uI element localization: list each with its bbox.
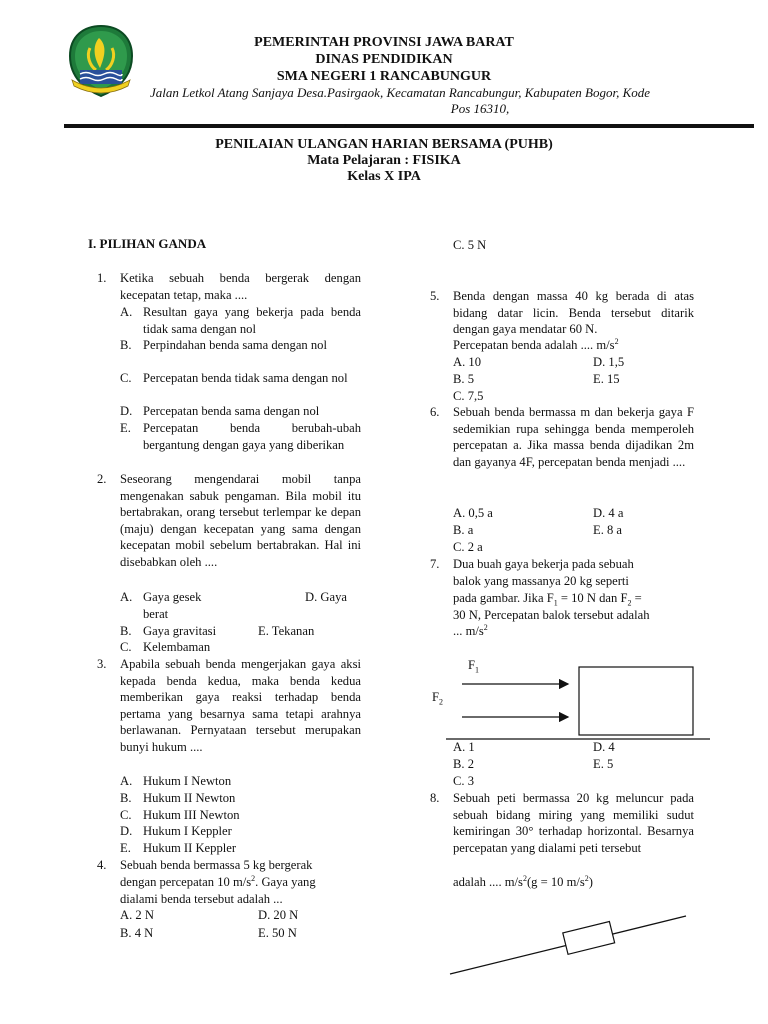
q4-number: 4. — [97, 858, 107, 872]
q7-option-d: D. 4 — [593, 740, 615, 754]
q4-option-a: A. 2 N — [120, 908, 154, 922]
q1-number: 1. — [97, 271, 107, 285]
q2-option-a: Gaya gesek — [143, 590, 202, 604]
q6-number: 6. — [430, 405, 440, 419]
q5-option-b: B. 5 — [453, 372, 474, 386]
q1-option-a: Resultan gaya yang bekerja pada benda tidak sama dengan nol — [143, 305, 361, 336]
q6-option-b: B. a — [453, 523, 474, 537]
q7-text-line5: ... $m/s^2$ — [453, 622, 488, 638]
block-box — [579, 667, 693, 735]
q5-text: Benda dengan massa 40 kg berada di atas bidang datar licin. Benda tersebut ditarik dengan gaya mendatar 60 N. — [453, 289, 694, 336]
q3-option-d: Hukum I Keppler — [143, 824, 232, 838]
q5-option-e: E. 15 — [593, 372, 620, 386]
q4-option-b: B. 4 N — [120, 926, 154, 940]
q4-text-line3: dialami benda tersebut adalah ... — [120, 892, 283, 906]
q2-option-b: Gaya gravitasi — [143, 624, 217, 638]
exam-subject: Mata Pelajaran : FISIKA — [307, 153, 461, 168]
q4-option-e: E. 50 N — [258, 926, 297, 940]
q7-option-e: E. 5 — [593, 757, 614, 771]
q3-option-a: Hukum I Newton — [143, 774, 232, 788]
q6-option-e: E. 8 a — [593, 523, 623, 537]
q6-option-d: D. 4 a — [593, 506, 624, 520]
q7-text-line1: Dua buah gaya bekerja pada sebuah — [453, 557, 634, 571]
q2-option-e: E. Tekanan — [258, 624, 315, 638]
q2-option-a-cont: berat — [143, 607, 169, 621]
exam-title: PENILAIAN ULANGAN HARIAN BERSAMA (PUHB) — [215, 137, 553, 152]
q3-option-e: Hukum II Keppler — [143, 841, 237, 855]
q7-label-f1: $F_1$ — [468, 658, 480, 675]
header-address-line2: Pos 16310, — [450, 101, 510, 116]
q7-option-a: A. 1 — [453, 740, 475, 754]
q5-option-a: A. 10 — [453, 355, 481, 369]
q4-text-line1: Sebuah benda bermassa 5 kg bergerak — [120, 858, 313, 872]
q1-option-b: Perpindahan benda sama dengan nol — [143, 338, 327, 352]
q2-option-c: Kelembaman — [143, 640, 211, 654]
q3-option-b: Hukum II Newton — [143, 791, 236, 805]
header-school: SMA NEGERI 1 RANCABUNGUR — [276, 69, 492, 84]
q4-text-line2: dengan percepatan 10 $m/s^2$. Gaya yang — [120, 873, 316, 889]
q1-option-e: Percepatan benda berubah-ubah bergantung dengan gaya yang diberikan — [143, 421, 361, 452]
q7-text-line2: balok yang massanya 20 kg seperti — [453, 574, 629, 588]
q4-option-d: D. 20 N — [258, 908, 299, 922]
exam-class: Kelas X IPA — [347, 169, 421, 184]
q2-option-d: D. Gaya — [305, 590, 347, 604]
q2-text: Seseorang mengendarai mobil tanpa mengenakan sabuk pengaman. Bila mobil itu bertabrakan, orang tersebut terlempar ke depan (maju) dengan kecepatan yang sama dengan kecepatan mobil sebelum bertabrakan. Hal ini disebabkan oleh .... — [120, 472, 361, 569]
q7-text-line4: 30 N, Percepatan balok tersebut adalah — [453, 608, 650, 622]
q4-option-c: C. 5 N — [453, 238, 487, 252]
q7-label-f2: $F_2$ — [432, 690, 444, 707]
q3-option-c: Hukum III Newton — [143, 808, 240, 822]
q7-option-b: B. 2 — [453, 757, 474, 771]
q3-number: 3. — [97, 657, 107, 671]
q5-option-c: C. 7,5 — [453, 389, 484, 403]
q8-text: Sebuah peti bermassa 20 kg meluncur pada sebuah bidang miring yang memiliki sudut kemiringan 30° terhadap horizontal. Besarnya percepatan yang dialami peti tersebut — [453, 791, 694, 855]
q7-text-line3: pada gambar. Jika $F_1 = 10$ N dan $F_2$ = — [453, 591, 642, 608]
header-divider — [64, 124, 754, 128]
header-department: DINAS PENDIDIKAN — [315, 52, 453, 67]
q5-number: 5. — [430, 289, 440, 303]
q2-number: 2. — [97, 472, 107, 486]
q7-number: 7. — [430, 557, 440, 571]
q5-text-last: Percepatan benda adalah .... $m/s^2$ — [453, 336, 619, 352]
q7-force-diagram — [440, 660, 720, 750]
q1-option-d: Percepatan benda sama dengan nol — [143, 404, 320, 418]
q8-incline-diagram — [440, 900, 720, 980]
q6-option-c: C. 2 a — [453, 540, 483, 554]
q3-text: Apabila sebuah benda mengerjakan gaya aksi kepada benda kedua, maka benda kedua memberikan gaya reaksi terhadap benda pertama yang besarnya sama tetapi arahnya berlawanan. Pernyataan tersebut merupakan bunyi hukum .... — [120, 657, 361, 754]
q5-option-d: D. 1,5 — [593, 355, 625, 369]
q1-option-c: Percepatan benda tidak sama dengan nol — [143, 371, 348, 385]
header-government: PEMERINTAH PROVINSI JAWA BARAT — [254, 35, 514, 50]
q6-option-a: A. 0,5 a — [453, 506, 493, 520]
q7-option-c: C. 3 — [453, 774, 474, 788]
section-heading: I. PILIHAN GANDA — [88, 236, 207, 251]
header-address-line1: Jalan Letkol Atang Sanjaya Desa.Pasirgaok, Kecamatan Rancabungur, Kabupaten Bogor, Kode — [149, 85, 651, 100]
q8-text-last: adalah .... $m/s^2(g = 10$ $m/s^2$) — [453, 873, 593, 889]
q8-number: 8. — [430, 791, 440, 805]
q6-text: Sebuah benda bermassa m dan bekerja gaya F sedemikian rupa sehingga benda memperoleh percepatan a. Jika massa benda dijadikan 2m dan gayanya 4F, percepatan benda menjadi .... — [453, 405, 694, 469]
q1-text: Ketika sebuah benda bergerak dengan kecepatan tetap, maka .... — [120, 271, 361, 302]
crate-box — [563, 922, 615, 955]
